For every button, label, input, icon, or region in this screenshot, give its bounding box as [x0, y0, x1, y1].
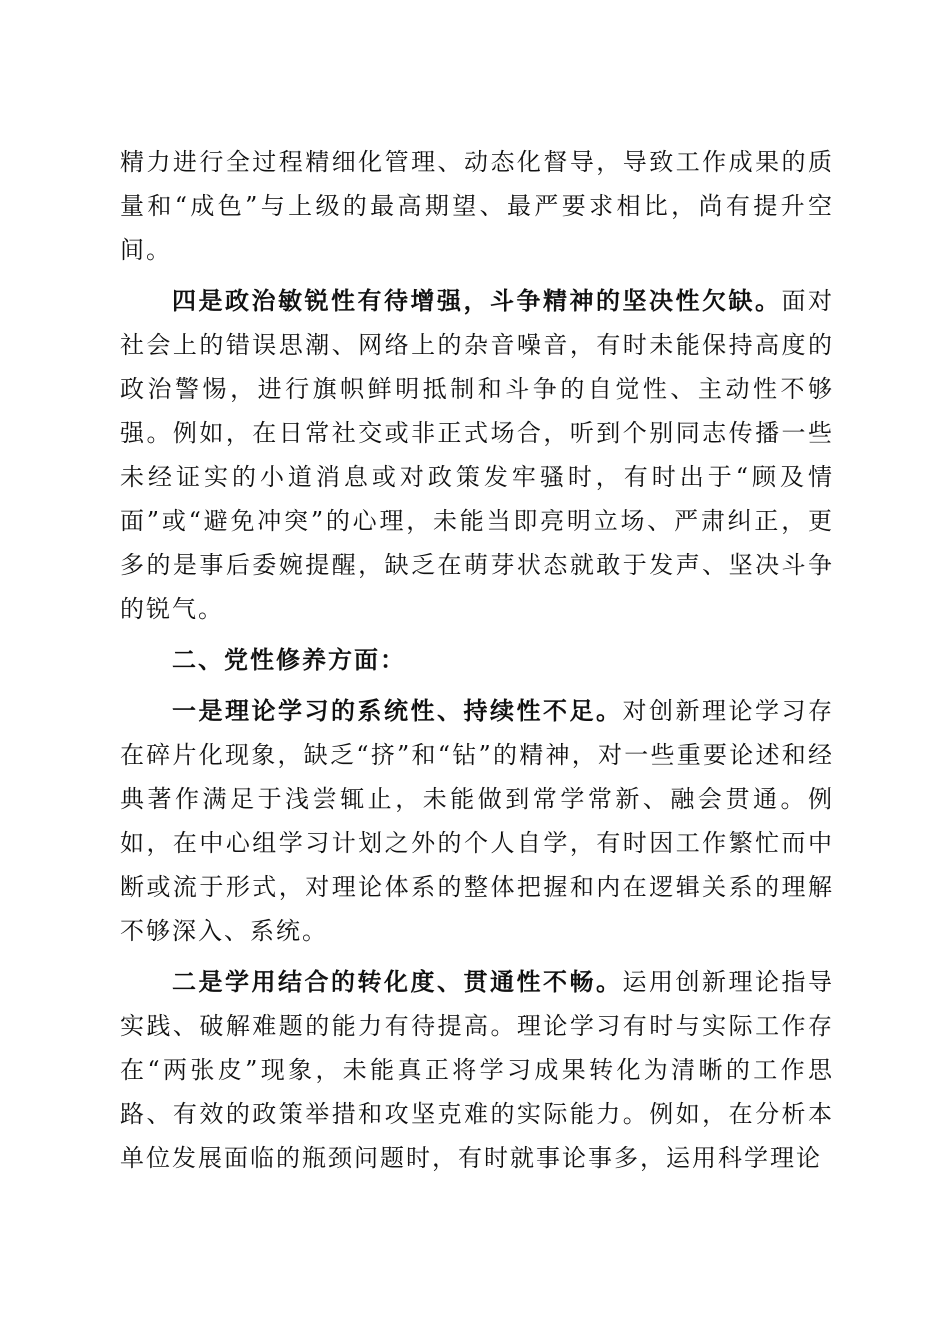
paragraph-political-sensitivity [120, 279, 834, 631]
paragraph-gap [120, 682, 834, 689]
paragraph-gap [120, 953, 834, 960]
paragraph-theory-study [120, 689, 834, 953]
paragraph-learning-application [120, 960, 834, 1180]
paragraph-text: 运用创新理论指导实践、破解难题的能力有待提高。理论学习有时与实际工作存在“两张皮”现象，未能真正将学习成果转化为清晰的工作思路、有效的政策举措和攻坚克难的实际能力。例如，在分析本单位发展面临的瓶颈问题时，有时就事论事多，运用科学理论 [120, 968, 834, 1172]
paragraph-text: 面对社会上的错误思潮、网络上的杂音噪音，有时未能保持高度的政治警惕，进行旗帜鲜明抵制和斗争的自觉性、主动性不够强。例如，在日常社交或非正式场合，听到个别同志传播一些未经证实的小道消息或对政策发牢骚时，有时出于“顾及情面”或“避免冲突”的心理，未能当即亮明立场、严肃纠正，更多的是事后委婉提醒，缺乏在萌芽状态就敢于发声、坚决斗争的锐气。 [120, 287, 834, 623]
paragraph-gap [120, 631, 834, 638]
paragraph-text: 精力进行全过程精细化管理、动态化督导，导致工作成果的质量和“成色”与上级的最高期望、最严要求相比，尚有提升空间。 [120, 148, 834, 264]
paragraph-lead: 二是学用结合的转化度、贯通性不畅。 [172, 967, 623, 996]
paragraph-lead: 四是政治敏锐性有待增强，斗争精神的坚决性欠缺。 [172, 286, 782, 315]
paragraph-text: 对创新理论学习存在碎片化现象，缺乏“挤”和“钻”的精神，对一些重要论述和经典著作满足于浅尝辄止，未能做到常学常新、融会贯通。例如，在中心组学习计划之外的个人自学，有时因工作繁忙而中断或流于形式，对理论体系的整体把握和内在逻辑关系的理解不够深入、系统。 [120, 697, 834, 945]
paragraph-lead: 一是理论学习的系统性、持续性不足。 [172, 696, 623, 725]
section-heading-text: 二、党性修养方面： [172, 645, 406, 674]
document-page [120, 140, 834, 1180]
section-heading [120, 638, 834, 682]
paragraph-gap [120, 272, 834, 279]
paragraph-continuation [120, 140, 834, 272]
